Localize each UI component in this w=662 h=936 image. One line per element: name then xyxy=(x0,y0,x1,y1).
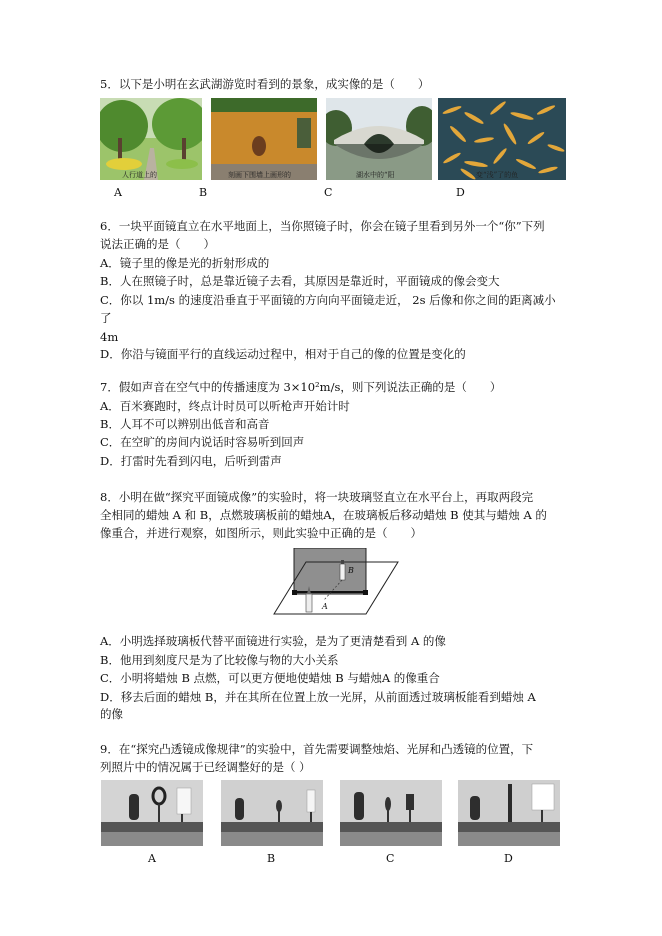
q6-option-a: A．镜子里的像是光的折射形成的 xyxy=(100,256,270,270)
photo-caption-d: 变“浅”了的鱼 xyxy=(476,171,519,179)
mirror-experiment-figure xyxy=(272,548,404,628)
lens-photo-b xyxy=(221,780,323,846)
q8-option-c: C．小明将蜡烛 B 点燃，可以更方便地使蜡烛 B 与蜡烛A 的像重合 xyxy=(100,671,440,685)
q6-option-c: C．你以 1m/s 的速度沿垂直于平面镜的方向向平面镜走近， 2s 后像和你之间的距离减小 xyxy=(100,293,556,307)
q7-option-a: A．百米赛跑时，终点计时员可以听枪声开始计时 xyxy=(100,399,350,413)
photo-label-a: A xyxy=(114,186,122,199)
q7-stem: 7．假如声音在空气中的传播速度为 3×10²m/s，则下列说法正确的是（ ） xyxy=(100,380,502,394)
photo-tree-lined-path xyxy=(100,98,202,180)
lens-photo-label-d: D xyxy=(504,852,513,865)
photo-red-wall xyxy=(211,98,317,180)
photo-label-b: B xyxy=(199,186,208,199)
q8-line-2: 全相同的蜡烛 A 和 B，点燃玻璃板前的蜡烛A，在玻璃板后移动蜡烛 B 使其与蜡烛 A 的 xyxy=(100,508,547,522)
q6-option-b: B．人在照镜子时，总是靠近镜子去看，其原因是靠近时，平面镜成的像会变大 xyxy=(100,274,500,288)
lens-photo-d xyxy=(458,780,560,846)
photo-caption-c: 湖水中的“阳 xyxy=(356,171,395,179)
q8-option-b: B．他用到刻度尺是为了比较像与物的大小关系 xyxy=(100,653,339,667)
q8-line-1: 8．小明在做“探究平面镜成像”的实验时，将一块玻璃竖直立在水平台上，再取两段完 xyxy=(100,490,534,504)
candle-a-label: A xyxy=(322,602,328,611)
candle-b-label: B xyxy=(348,566,354,575)
photo-fish-pond xyxy=(438,98,566,180)
photo-arch-bridge xyxy=(326,98,432,180)
q6-option-c-cont: 了 xyxy=(100,311,112,325)
lens-photo-label-b: B xyxy=(267,852,276,865)
q6-line-2: 说法正确的是（ ） xyxy=(100,237,215,251)
q7-option-b: B．人耳不可以辨别出低音和高音 xyxy=(100,417,270,431)
photo-caption-a: 人行道上的 xyxy=(122,171,157,179)
q8-option-a: A．小明选择玻璃板代替平面镜进行实验，是为了更清楚看到 A 的像 xyxy=(100,634,446,648)
q9-line-1: 9．在“探究凸透镜成像规律”的实验中，首先需要调整烛焰、光屏和凸透镜的位置，下 xyxy=(100,742,534,756)
lens-photo-label-c: C xyxy=(386,852,395,865)
q6-option-c-value: 4m xyxy=(100,330,119,344)
photo-caption-b: 刻画下围墙上画形的 xyxy=(228,171,291,179)
q6-option-d: D．你沿与镜面平行的直线运动过程中，相对于自己的像的位置是变化的 xyxy=(100,347,466,361)
q9-line-2: 列照片中的情况属于已经调整好的是（ ） xyxy=(100,760,311,774)
lens-photo-a xyxy=(101,780,203,846)
q8-line-3: 像重合，并进行观察，如图所示，则此实验中正确的是（ ） xyxy=(100,526,422,540)
q6-line-1: 6．一块平面镜直立在水平地面上，当你照镜子时，你会在镜子里看到另外一个“你”下列 xyxy=(100,219,545,233)
q7-option-c: C．在空旷的房间内说话时容易听到回声 xyxy=(100,435,305,449)
lens-photo-label-a: A xyxy=(148,852,156,865)
lens-photo-c xyxy=(340,780,442,846)
q7-option-d: D．打雷时先看到闪电，后听到雷声 xyxy=(100,454,282,468)
photo-label-c: C xyxy=(324,186,333,199)
q8-option-d: D．移去后面的蜡烛 B，并在其所在位置上放一光屏，从前面透过玻璃板能看到蜡烛 A xyxy=(100,690,536,704)
photo-label-d: D xyxy=(456,186,465,199)
q8-option-d-cont: 的像 xyxy=(100,707,123,721)
q5-stem: 5．以下是小明在玄武湖游览时看到的景象，成实像的是（ ） xyxy=(100,77,430,91)
